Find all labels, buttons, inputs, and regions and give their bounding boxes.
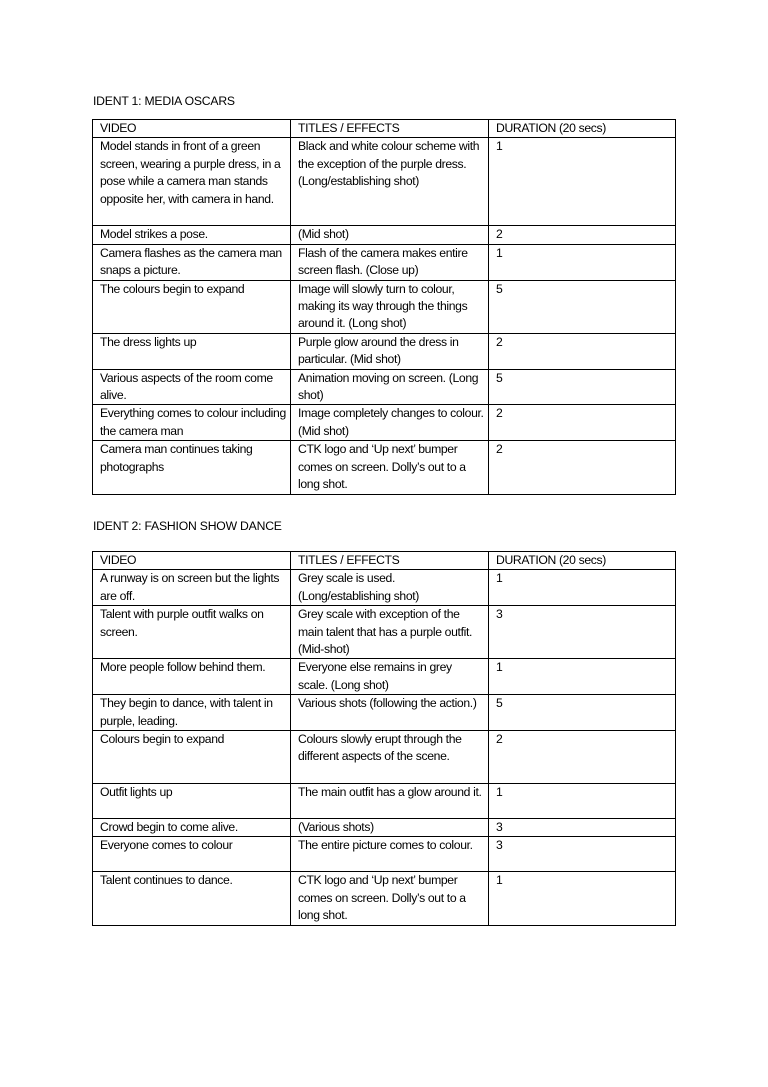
duration-cell: 3 — [489, 837, 676, 872]
table-header-row — [93, 120, 676, 138]
video-cell: Talent continues to dance. — [93, 872, 291, 925]
effects-cell: The entire picture comes to colour. — [291, 837, 489, 872]
table-row — [93, 280, 676, 333]
table-row — [93, 138, 676, 226]
table-row — [93, 837, 676, 872]
duration-cell: 2 — [489, 333, 676, 369]
header-video: VIDEO — [93, 552, 291, 570]
video-cell: Everything comes to colour including the camera man — [93, 405, 291, 441]
table-row — [93, 819, 676, 837]
effects-cell: Grey scale is used. (Long/establishing shot) — [291, 570, 489, 606]
table-row — [93, 606, 676, 659]
header-duration: DURATION (20 secs) — [489, 120, 676, 138]
effects-cell: CTK logo and ‘Up next’ bumper comes on screen. Dolly’s out to a long shot. — [291, 441, 489, 494]
video-cell: Talent with purple outfit walks on screen. — [93, 606, 291, 659]
effects-cell: Image will slowly turn to colour, making its way through the things around it. (Long shot) — [291, 280, 489, 333]
ident1-heading: IDENT 1: MEDIA OSCARS — [93, 94, 235, 108]
effects-cell: Black and white colour scheme with the exception of the purple dress. (Long/establishing shot) — [291, 138, 489, 226]
duration-cell: 2 — [489, 731, 676, 784]
duration-cell: 1 — [489, 659, 676, 695]
header-titles-effects: TITLES / EFFECTS — [291, 120, 489, 138]
duration-cell: 5 — [489, 280, 676, 333]
video-cell: The colours begin to expand — [93, 280, 291, 333]
duration-cell: 2 — [489, 226, 676, 244]
table-header-row — [93, 552, 676, 570]
duration-cell: 1 — [489, 244, 676, 280]
table-row — [93, 659, 676, 695]
header-duration: DURATION (20 secs) — [489, 552, 676, 570]
header-video: VIDEO — [93, 120, 291, 138]
video-cell: Crowd begin to come alive. — [93, 819, 291, 837]
effects-cell: (Various shots) — [291, 819, 489, 837]
video-cell: Model strikes a pose. — [93, 226, 291, 244]
table-row — [93, 333, 676, 369]
duration-cell: 1 — [489, 784, 676, 819]
effects-cell: Everyone else remains in grey scale. (Long shot) — [291, 659, 489, 695]
table-row — [93, 441, 676, 494]
table-row — [93, 731, 676, 784]
effects-cell: Various shots (following the action.) — [291, 695, 489, 731]
duration-cell: 3 — [489, 819, 676, 837]
table-row — [93, 405, 676, 441]
video-cell: Camera flashes as the camera man snaps a picture. — [93, 244, 291, 280]
duration-cell: 1 — [489, 570, 676, 606]
table-row — [93, 872, 676, 925]
effects-cell: (Mid shot) — [291, 226, 489, 244]
effects-cell: Grey scale with exception of the main talent that has a purple outfit. (Mid-shot) — [291, 606, 489, 659]
duration-cell: 1 — [489, 872, 676, 925]
effects-cell: The main outfit has a glow around it. — [291, 784, 489, 819]
duration-cell: 5 — [489, 369, 676, 405]
video-cell: The dress lights up — [93, 333, 291, 369]
duration-cell: 5 — [489, 695, 676, 731]
duration-cell: 1 — [489, 138, 676, 226]
video-cell: Model stands in front of a green screen, wearing a purple dress, in a pose while a camera man stands opposite her, with camera in hand. — [93, 138, 291, 226]
duration-cell: 2 — [489, 441, 676, 494]
table-row — [93, 570, 676, 606]
duration-cell: 3 — [489, 606, 676, 659]
table-row — [93, 784, 676, 819]
effects-cell: Purple glow around the dress in particular. (Mid shot) — [291, 333, 489, 369]
video-cell: Outfit lights up — [93, 784, 291, 819]
effects-cell: Animation moving on screen. (Long shot) — [291, 369, 489, 405]
ident2-table — [92, 551, 676, 926]
ident1-table — [92, 119, 676, 495]
effects-cell: Colours slowly erupt through the different aspects of the scene. — [291, 731, 489, 784]
table-row — [93, 369, 676, 405]
duration-cell: 2 — [489, 405, 676, 441]
header-titles-effects: TITLES / EFFECTS — [291, 552, 489, 570]
effects-cell: Flash of the camera makes entire screen flash. (Close up) — [291, 244, 489, 280]
video-cell: Everyone comes to colour — [93, 837, 291, 872]
video-cell: Various aspects of the room come alive. — [93, 369, 291, 405]
video-cell: A runway is on screen but the lights are off. — [93, 570, 291, 606]
video-cell: Colours begin to expand — [93, 731, 291, 784]
video-cell: More people follow behind them. — [93, 659, 291, 695]
effects-cell: Image completely changes to colour. (Mid shot) — [291, 405, 489, 441]
effects-cell: CTK logo and ‘Up next’ bumper comes on screen. Dolly’s out to a long shot. — [291, 872, 489, 925]
table-row — [93, 226, 676, 244]
video-cell: They begin to dance, with talent in purple, leading. — [93, 695, 291, 731]
video-cell: Camera man continues taking photographs — [93, 441, 291, 494]
table-row — [93, 244, 676, 280]
table-row — [93, 695, 676, 731]
ident2-heading: IDENT 2: FASHION SHOW DANCE — [93, 519, 282, 533]
